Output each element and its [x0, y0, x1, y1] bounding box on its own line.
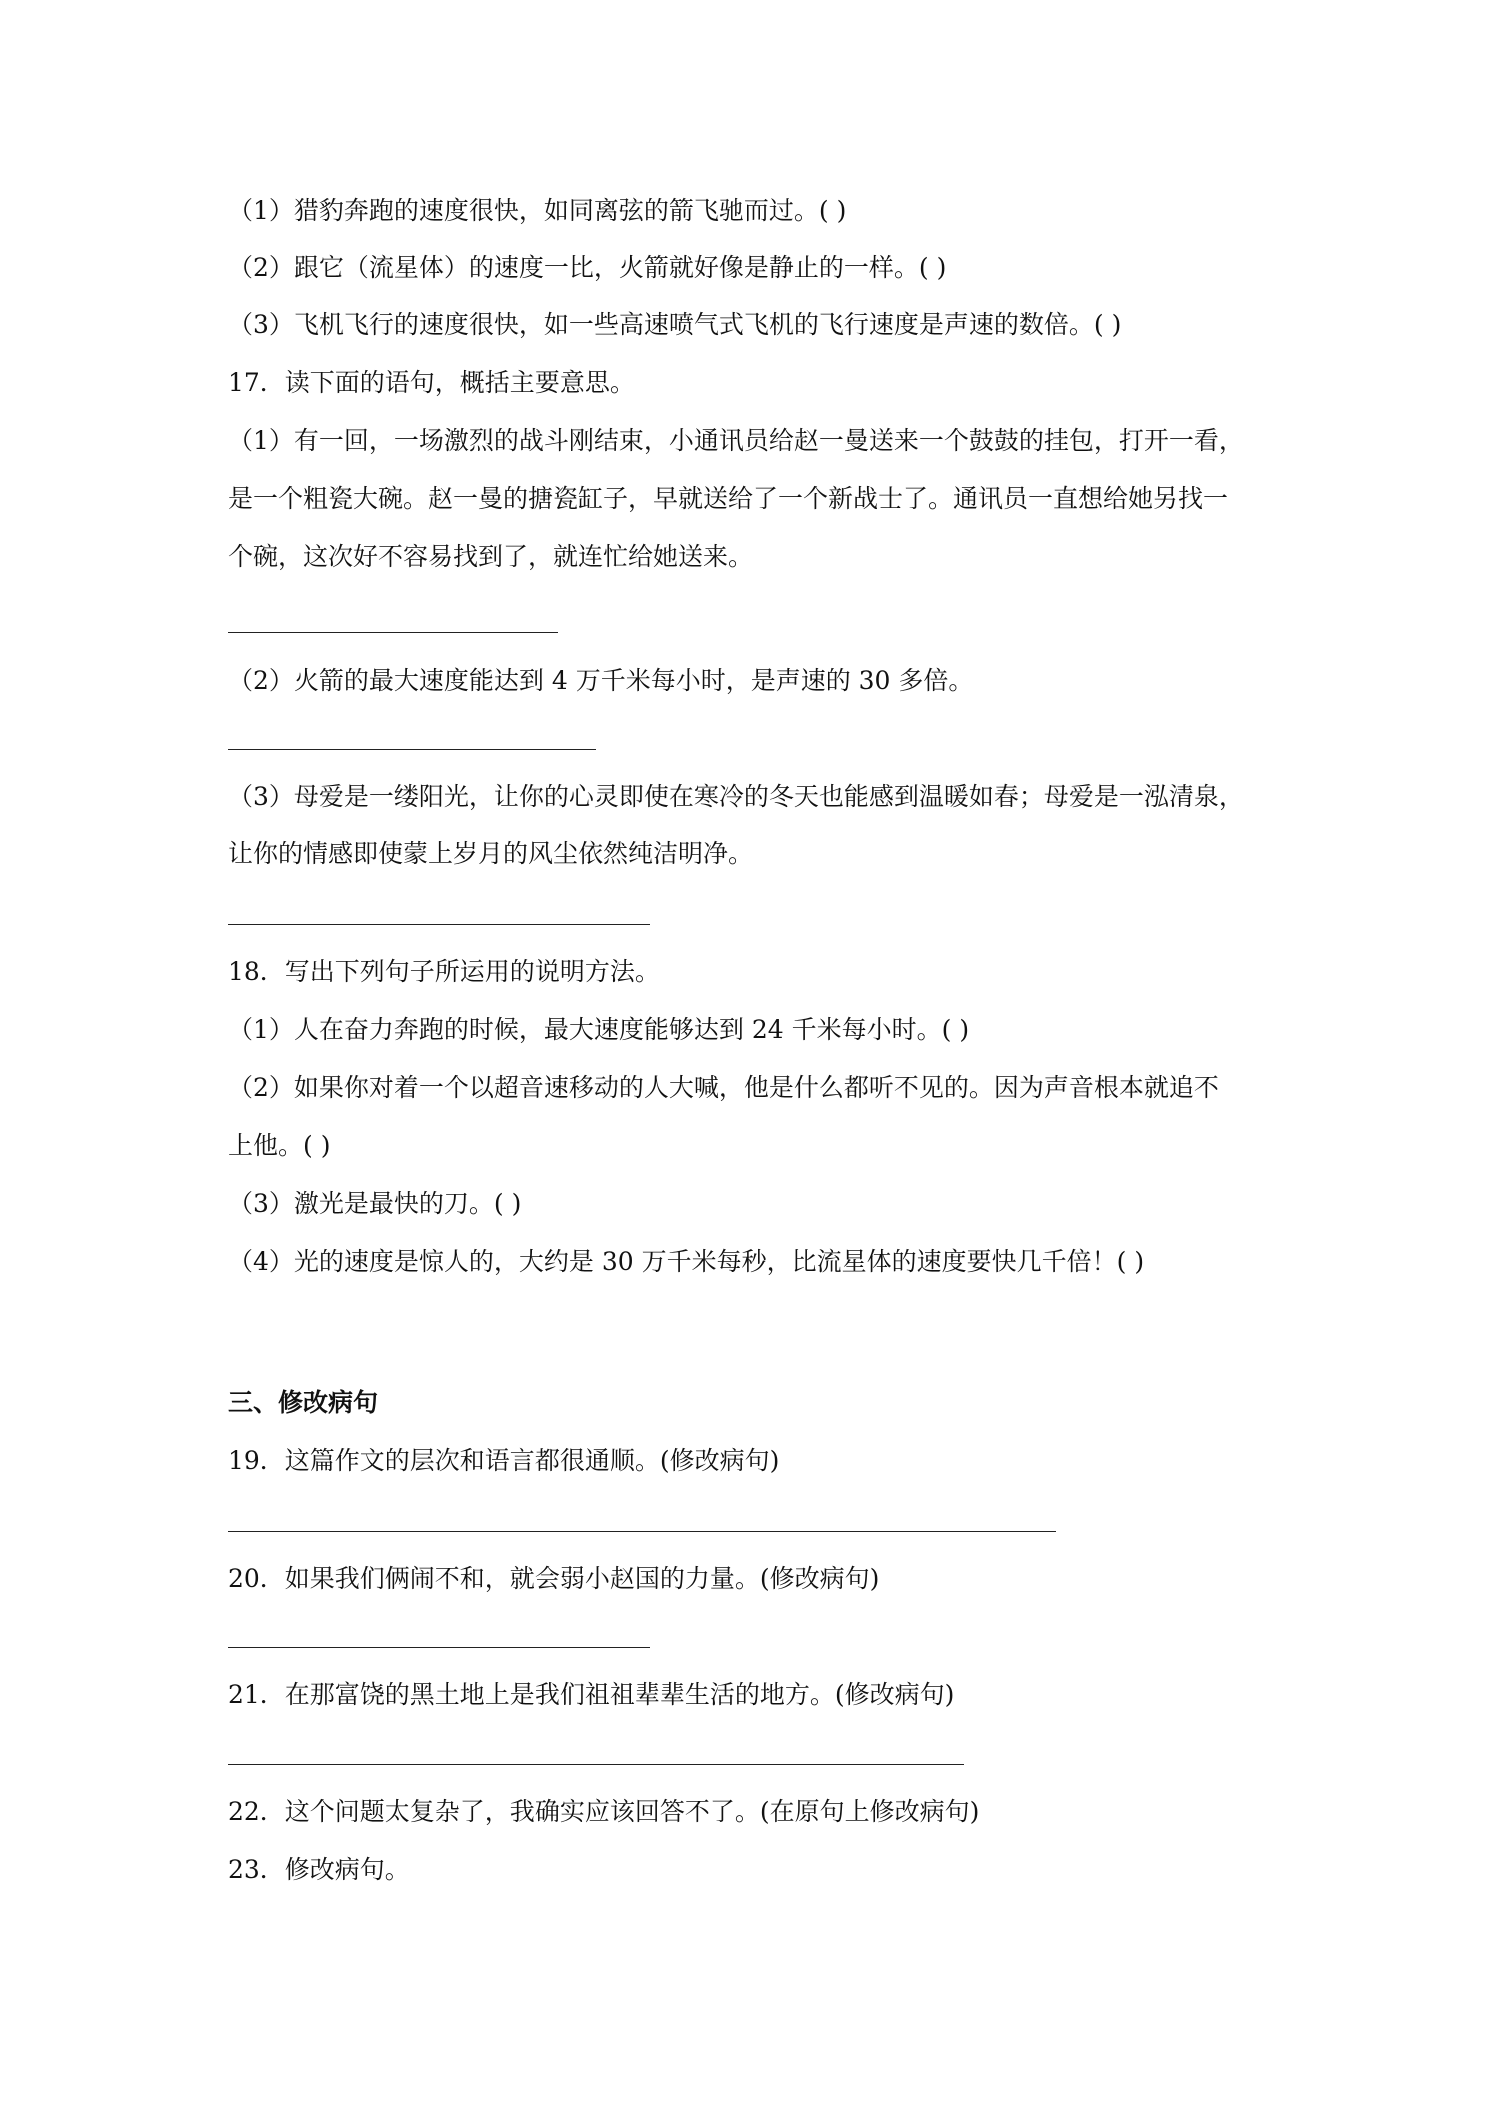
q18-item-2-line-2: 上他。( ) — [228, 1131, 331, 1160]
q17-item-1-answer-line[interactable] — [228, 632, 558, 633]
question-19: 19．这篇作文的层次和语言都很通顺。(修改病句) — [228, 1446, 780, 1475]
q16-item-3: （3）飞机飞行的速度很快，如一些高速喷气式飞机的飞行速度是声速的数倍。( ) — [228, 310, 1122, 339]
q20-answer-line[interactable] — [228, 1647, 650, 1648]
question-18-title: 18．写出下列句子所运用的说明方法。 — [228, 957, 660, 986]
q17-item-1-line-3: 个碗，这次好不容易找到了，就连忙给她送来。 — [228, 542, 754, 571]
question-22: 22．这个问题太复杂了，我确实应该回答不了。(在原句上修改病句) — [228, 1797, 980, 1826]
question-20: 20．如果我们俩闹不和，就会弱小赵国的力量。(修改病句) — [228, 1564, 880, 1593]
q17-item-3-line-2: 让你的情感即使蒙上岁月的风尘依然纯洁明净。 — [228, 839, 754, 868]
question-23: 23．修改病句。 — [228, 1855, 410, 1884]
q17-item-2: （2）火箭的最大速度能达到 4 万千米每小时，是声速的 30 多倍。 — [228, 666, 974, 695]
q17-item-2-answer-line[interactable] — [228, 749, 596, 750]
q17-item-3-answer-line[interactable] — [228, 924, 650, 925]
q16-item-2: （2）跟它（流星体）的速度一比，火箭就好像是静止的一样。( ) — [228, 253, 947, 282]
q21-answer-line[interactable] — [228, 1764, 964, 1765]
q18-item-4: （4）光的速度是惊人的，大约是 30 万千米每秒，比流星体的速度要快几千倍！( ) — [228, 1247, 1145, 1276]
section-3-heading: 三、修改病句 — [228, 1388, 379, 1417]
q17-item-1-line-1: （1）有一回，一场激烈的战斗刚结束，小通讯员给赵一曼送来一个鼓鼓的挂包，打开一看， — [228, 426, 1244, 455]
q16-item-1: （1）猎豹奔跑的速度很快，如同离弦的箭飞驰而过。( ) — [228, 196, 847, 225]
q18-item-1: （1）人在奋力奔跑的时候，最大速度能够达到 24 千米每小时。( ) — [228, 1015, 970, 1044]
q18-item-2-line-1: （2）如果你对着一个以超音速移动的人大喊，他是什么都听不见的。因为声音根本就追不 — [228, 1073, 1219, 1102]
question-17-title: 17．读下面的语句，概括主要意思。 — [228, 368, 635, 397]
q18-item-3: （3）激光是最快的刀。( ) — [228, 1189, 522, 1218]
q17-item-3-line-1: （3）母爱是一缕阳光，让你的心灵即使在寒冷的冬天也能感到温暖如春；母爱是一泓清泉， — [228, 782, 1244, 811]
question-21: 21．在那富饶的黑土地上是我们祖祖辈辈生活的地方。(修改病句) — [228, 1680, 955, 1709]
q17-item-1-line-2: 是一个粗瓷大碗。赵一曼的搪瓷缸子，早就送给了一个新战士了。通讯员一直想给她另找一 — [228, 484, 1229, 513]
q19-answer-line[interactable] — [228, 1531, 1056, 1532]
